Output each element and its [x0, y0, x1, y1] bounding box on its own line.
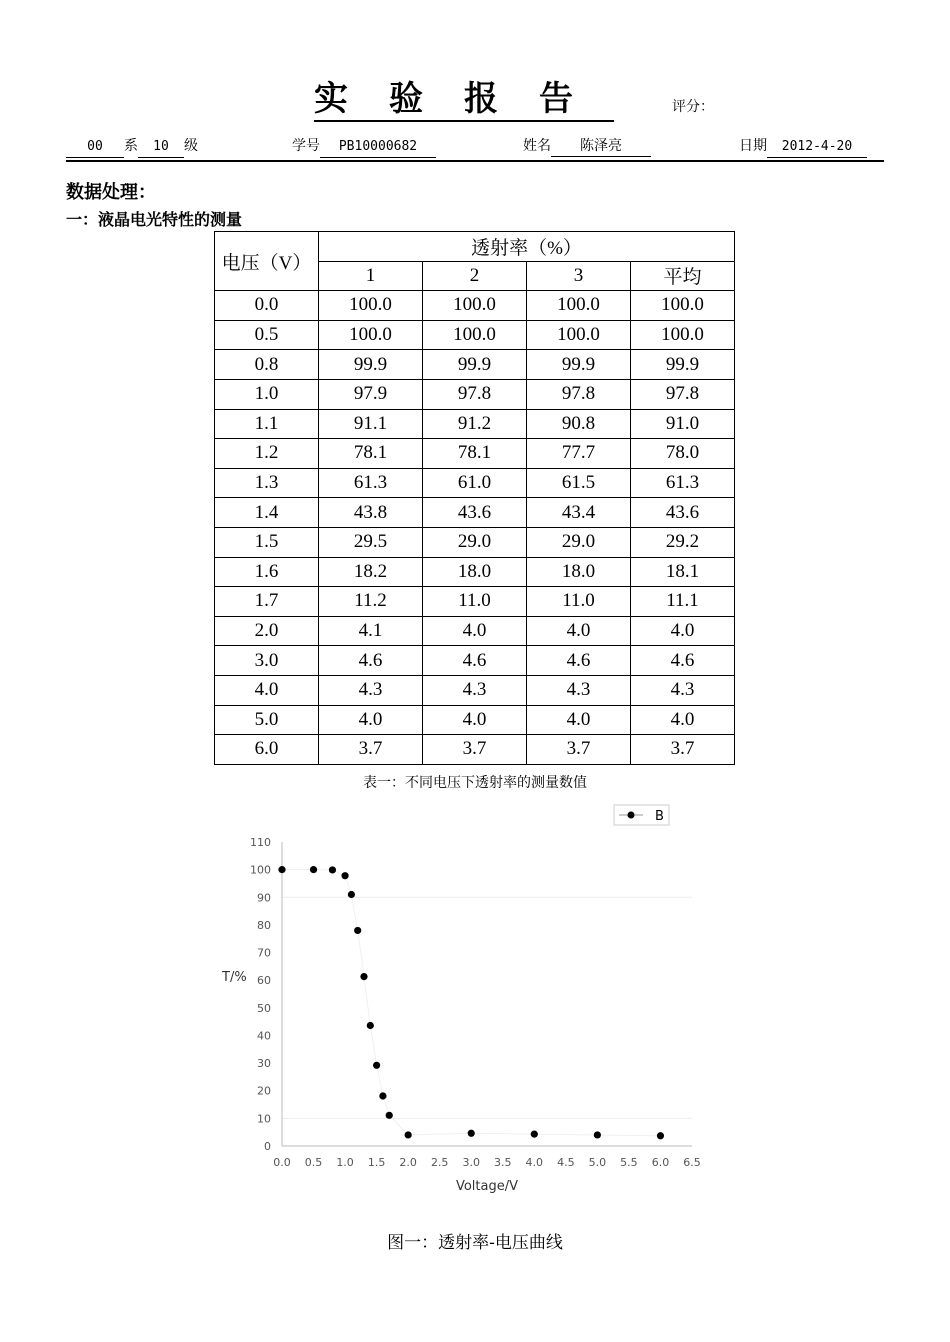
transmittance-cell: 4.0	[423, 705, 527, 735]
transmittance-cell: 4.0	[319, 705, 423, 735]
transmittance-cell: 78.1	[423, 439, 527, 469]
transmittance-cell: 4.3	[527, 675, 631, 705]
voltage-cell: 5.0	[215, 705, 319, 735]
table-caption: 表一：不同电压下透射率的测量数值	[363, 775, 587, 791]
student-id-field	[292, 136, 436, 158]
transmittance-cell: 43.8	[319, 498, 423, 528]
data-point	[367, 1022, 374, 1029]
transmittance-cell: 61.3	[319, 468, 423, 498]
voltage-cell: 2.0	[215, 616, 319, 646]
transmittance-cell: 100.0	[423, 291, 527, 321]
voltage-cell: 1.0	[215, 379, 319, 409]
data-point	[341, 872, 348, 879]
chart-legend	[614, 805, 669, 825]
transmittance-cell: 97.9	[319, 379, 423, 409]
dept-grade-field	[66, 136, 198, 158]
y-tick-label: 50	[257, 1001, 271, 1015]
transmittance-cell: 4.1	[319, 616, 423, 646]
data-point	[594, 1131, 601, 1138]
voltage-cell: 0.0	[215, 291, 319, 321]
x-tick-label: 6.0	[651, 1156, 670, 1169]
y-tick-label: 10	[257, 1112, 271, 1126]
transmittance-cell: 61.5	[527, 468, 631, 498]
transmittance-cell: 18.1	[631, 557, 735, 587]
x-tick-label: 2.0	[399, 1156, 417, 1169]
transmittance-cell: 4.6	[527, 646, 631, 676]
data-point	[348, 891, 355, 898]
x-tick-label: 4.0	[525, 1156, 544, 1169]
transmittance-header: 透射率（%）	[319, 232, 735, 262]
transmittance-cell: 43.4	[527, 498, 631, 528]
table-row	[215, 409, 735, 439]
transmittance-cell: 4.0	[631, 616, 735, 646]
name-label: 姓名	[523, 138, 551, 154]
name-value: 陈泽亮	[551, 136, 651, 157]
table-row	[215, 291, 735, 321]
table-row	[215, 468, 735, 498]
transmittance-cell: 100.0	[631, 291, 735, 321]
transmittance-cell: 4.0	[631, 705, 735, 735]
transmittance-cell: 99.9	[319, 350, 423, 380]
transmittance-cell: 97.8	[527, 379, 631, 409]
transmittance-cell: 99.9	[631, 350, 735, 380]
table-body	[215, 291, 735, 765]
y-tick-label: 70	[257, 946, 271, 960]
x-tick-label: 5.5	[620, 1156, 638, 1169]
transmittance-cell: 11.0	[527, 587, 631, 617]
table-row	[215, 350, 735, 380]
y-tick-label: 0	[264, 1140, 271, 1153]
date-value: 2012-4-20	[767, 137, 867, 158]
transmittance-cell: 100.0	[319, 291, 423, 321]
data-point	[379, 1092, 386, 1099]
transmittance-cell: 100.0	[319, 320, 423, 350]
table-row	[215, 616, 735, 646]
title-char-3: 报	[464, 79, 498, 119]
data-point	[657, 1132, 664, 1139]
transmittance-cell: 100.0	[631, 320, 735, 350]
title-char-1: 实	[314, 79, 348, 119]
table-row	[215, 735, 735, 765]
x-tick-labels	[273, 1156, 701, 1169]
transmittance-cell: 4.6	[319, 646, 423, 676]
table-row	[215, 379, 735, 409]
title-char-2: 验	[389, 79, 423, 119]
voltage-cell: 0.8	[215, 350, 319, 380]
transmittance-cell: 61.0	[423, 468, 527, 498]
y-tick-label: 100	[250, 863, 271, 877]
voltage-cell: 1.7	[215, 587, 319, 617]
y-axis-label: T/%	[222, 970, 247, 985]
transmittance-cell: 91.2	[423, 409, 527, 439]
transmittance-table	[214, 231, 735, 765]
y-tick-labels	[250, 836, 271, 1153]
transmittance-cell: 97.8	[423, 379, 527, 409]
voltage-cell: 4.0	[215, 675, 319, 705]
y-tick-label: 90	[257, 891, 271, 905]
score-label: 评分：	[672, 99, 714, 115]
transmittance-cell: 97.8	[631, 379, 735, 409]
data-point	[329, 866, 336, 873]
x-tick-label: 0.0	[273, 1156, 291, 1169]
voltage-cell: 1.3	[215, 468, 319, 498]
table-row	[215, 705, 735, 735]
voltage-cell: 1.2	[215, 439, 319, 469]
table-row	[215, 557, 735, 587]
data-point	[405, 1131, 412, 1138]
transmittance-cell: 3.7	[527, 735, 631, 765]
transmittance-cell: 91.1	[319, 409, 423, 439]
date-field	[739, 136, 867, 158]
transmittance-cell: 90.8	[527, 409, 631, 439]
transmittance-cell: 78.1	[319, 439, 423, 469]
transmittance-cell: 4.6	[423, 646, 527, 676]
x-tick-label: 0.5	[304, 1156, 323, 1169]
voltage-cell: 1.4	[215, 498, 319, 528]
transmittance-cell: 11.2	[319, 587, 423, 617]
grade-value: 10	[138, 137, 184, 158]
voltage-cell: 1.6	[215, 557, 319, 587]
x-tick-label: 3.0	[462, 1156, 480, 1169]
x-axis-label: Voltage/V	[455, 1179, 519, 1194]
transmittance-cell: 29.5	[319, 527, 423, 557]
x-tick-label: 2.5	[430, 1156, 449, 1169]
data-point	[386, 1112, 393, 1119]
x-tick-label: 4.5	[557, 1156, 575, 1169]
transmittance-cell: 18.0	[527, 557, 631, 587]
dept-value: 00	[66, 137, 124, 158]
transmittance-cell: 3.7	[423, 735, 527, 765]
id-value: PB10000682	[320, 137, 436, 158]
y-tick-label: 40	[257, 1029, 271, 1043]
table-row	[215, 646, 735, 676]
transmittance-cell: 18.0	[423, 557, 527, 587]
dept-label: 系	[124, 138, 138, 154]
transmittance-cell: 99.9	[423, 350, 527, 380]
date-label: 日期	[739, 138, 767, 154]
series-b-line	[282, 870, 660, 1136]
transmittance-cell: 11.1	[631, 587, 735, 617]
col-header-2: 2	[423, 261, 527, 291]
title-char-4: 告	[539, 79, 573, 119]
transmittance-cell: 29.0	[527, 527, 631, 557]
transmittance-cell: 4.0	[527, 705, 631, 735]
table-row	[215, 320, 735, 350]
transmittance-cell: 91.0	[631, 409, 735, 439]
transmittance-cell: 3.7	[631, 735, 735, 765]
chart-axes	[282, 842, 692, 1146]
table-row	[215, 439, 735, 469]
transmittance-cell: 43.6	[423, 498, 527, 528]
data-point	[278, 866, 285, 873]
x-tick-label: 1.5	[367, 1156, 386, 1169]
transmittance-cell: 77.7	[527, 439, 631, 469]
subsection-title: 一：液晶电光特性的测量	[66, 210, 243, 229]
col-header-average: 平均	[631, 261, 735, 291]
x-tick-label: 3.5	[494, 1156, 512, 1169]
data-point	[310, 866, 317, 873]
x-tick-label: 1.0	[336, 1156, 354, 1169]
voltage-cell: 1.5	[215, 527, 319, 557]
transmittance-cell: 4.0	[423, 616, 527, 646]
figure-caption: 图一：透射率-电压曲线	[387, 1233, 563, 1253]
y-tick-label: 20	[257, 1084, 271, 1098]
grade-label: 级	[184, 138, 198, 154]
table-row	[215, 587, 735, 617]
transmittance-cell: 100.0	[527, 291, 631, 321]
data-point	[354, 927, 361, 934]
x-tick-label: 5.0	[588, 1156, 607, 1169]
table-row	[215, 527, 735, 557]
y-tick-label: 110	[250, 836, 271, 849]
transmittance-cell: 100.0	[527, 320, 631, 350]
chart-grid	[282, 897, 692, 1118]
transmittance-cell: 11.0	[423, 587, 527, 617]
transmittance-cell: 4.6	[631, 646, 735, 676]
series-b-points	[278, 866, 664, 1139]
legend-label-b: B	[655, 809, 664, 824]
transmittance-cell: 43.6	[631, 498, 735, 528]
col-header-1: 1	[319, 261, 423, 291]
transmittance-cell: 4.3	[319, 675, 423, 705]
transmittance-cell: 4.3	[423, 675, 527, 705]
header-divider	[66, 160, 884, 162]
voltage-cell: 0.5	[215, 320, 319, 350]
y-tick-label: 30	[257, 1057, 271, 1071]
transmittance-cell: 61.3	[631, 468, 735, 498]
transmittance-cell: 100.0	[423, 320, 527, 350]
col-header-3: 3	[527, 261, 631, 291]
table-row	[215, 675, 735, 705]
data-point	[373, 1062, 380, 1069]
transmittance-cell: 4.3	[631, 675, 735, 705]
voltage-cell: 3.0	[215, 646, 319, 676]
transmittance-voltage-chart	[0, 800, 950, 1220]
report-title	[314, 78, 614, 122]
transmittance-cell: 29.2	[631, 527, 735, 557]
y-tick-label: 60	[257, 974, 271, 988]
voltage-cell: 1.1	[215, 409, 319, 439]
id-label: 学号	[292, 138, 320, 154]
legend-marker	[628, 812, 635, 819]
transmittance-cell: 3.7	[319, 735, 423, 765]
data-point	[360, 973, 367, 980]
voltage-header: 电压（V）	[215, 232, 319, 291]
data-point	[531, 1131, 538, 1138]
name-field	[523, 136, 651, 157]
table-row	[215, 498, 735, 528]
voltage-cell: 6.0	[215, 735, 319, 765]
transmittance-cell: 18.2	[319, 557, 423, 587]
x-tick-label: 6.5	[683, 1156, 701, 1169]
section-title: 数据处理：	[66, 182, 156, 203]
transmittance-cell: 99.9	[527, 350, 631, 380]
transmittance-cell: 4.0	[527, 616, 631, 646]
transmittance-cell: 29.0	[423, 527, 527, 557]
transmittance-cell: 78.0	[631, 439, 735, 469]
y-tick-label: 80	[257, 918, 271, 932]
data-point	[468, 1130, 475, 1137]
